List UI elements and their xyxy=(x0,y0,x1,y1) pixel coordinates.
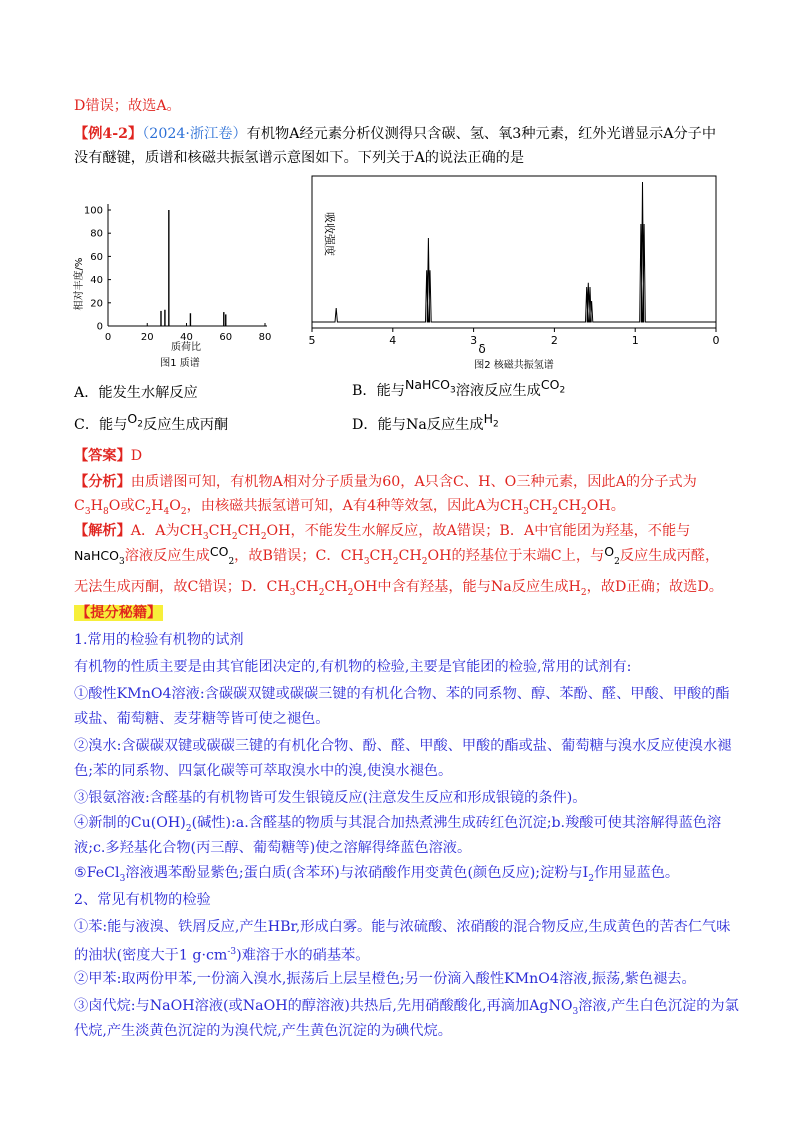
tips-item-1-line-1: ①酸性KMnO4溶液:含碳碳双键或碳碳三键的有机化合物、苯的同系物、醇、苯酚、醛、甲酸、甲酸的酯 xyxy=(74,686,730,702)
tips-item-4-line-1: ④新制的$Cu(OH)_2$(碱性):a.含醛基的物质与其混合加热煮沸生成砖红色沉淀;b.羧酸可使其溶解得蓝色溶 xyxy=(74,815,722,834)
analysis-line-2: $C_3H_8O$或$C_2H_4O_2$，由核磁共振氢谱可知，A有4种等效氢，因此A为$CH_3CH_2CH_2OH$。 xyxy=(74,498,625,517)
mass-spectrum-y-tick-label: 60 xyxy=(90,251,103,263)
option-c-text: C．能与 xyxy=(74,417,128,433)
tips-section-2-title: 2、常见有机物的检验 xyxy=(74,892,211,908)
mass-spectrum-y-tick-label: 20 xyxy=(90,298,103,310)
example-source: （2024·浙江卷） xyxy=(142,126,247,142)
option-c-post: 反应生成丙酮 xyxy=(143,417,229,433)
mass-spectrum-ylabel: 相对丰度/% xyxy=(74,257,85,311)
mass-spectrum-y-tick-label: 80 xyxy=(90,228,103,240)
tips-item-4-line-2: 液;c.多羟基化合物(丙三醇、葡萄糖等)使之溶解得绛蓝色溶液。 xyxy=(74,840,472,856)
option-a: A．能发生水解反应 xyxy=(74,385,198,401)
option-b-mid: 溶液反应生成 xyxy=(455,383,541,399)
mass-spectrum-x-tick-label: 20 xyxy=(140,332,154,343)
nmr-caption: 图2 核磁共振氢谱 xyxy=(474,360,554,371)
tips-item-3: ③银氨溶液:含醛基的有机物皆可发生银镜反应(注意发生反应和形成银镜的条件)。 xyxy=(74,790,587,806)
mass-spectrum-y-tick-label: 100 xyxy=(83,205,103,217)
analysis-line-1 xyxy=(74,472,726,492)
answer-line xyxy=(74,446,726,466)
mass-spectrum-x-tick-label: 60 xyxy=(219,332,233,343)
example-stem-line-2: 没有醚键，质谱和核磁共振氢谱示意图如下。下列关于A的说法正确的是 xyxy=(74,150,525,166)
option-c-reagent: $O_2$ xyxy=(127,411,143,430)
mass-spectrum-xlabel: 质荷比 xyxy=(171,342,201,353)
nmr-x-tick-label: 3 xyxy=(470,334,478,347)
example-tag: 【例4-2】 xyxy=(74,126,143,142)
nmr-ylabel: 吸收强度 xyxy=(323,212,336,256)
previous-conclusion: D错误；故选A。 xyxy=(74,98,181,114)
nmr-x-tick-label: 0 xyxy=(712,334,720,347)
option-c xyxy=(74,411,229,441)
nmr-frame xyxy=(312,176,716,328)
tips-check-1-line-2: 的油状(密度大于1 $g\cdot cm^{-3}$)难溶于水的硝基苯。 xyxy=(74,947,370,964)
answer-value: D xyxy=(130,448,143,464)
tips-item-2-line-1: ②溴水:含碳碳双键或碳碳三键的有机化合物、酚、醛、甲酸、甲酸的酯或盐、葡萄糖与溴水反应使溴水褪 xyxy=(74,738,732,754)
option-b xyxy=(352,377,566,407)
example-stem-text-1: 有机物A经元素分析仪测得只含碳、氢、氧3种元素，红外光谱显示A分子中 xyxy=(246,126,717,142)
nmr-x-tick-label: 2 xyxy=(550,334,558,347)
solution-line-1: 【解析】A．A为$CH_3CH_2CH_2OH$，不能发生水解反应，故A错误；B．A中官能团为羟基，不能与 xyxy=(74,523,691,542)
tips-item-1-line-2: 或盐、葡萄糖、麦芽糖等皆可使之褪色。 xyxy=(74,711,330,727)
tips-section-1-title: 1.常用的检验有机物的试剂 xyxy=(74,632,244,648)
option-b-text: B．能与 xyxy=(352,383,405,399)
tips-heading xyxy=(74,603,726,623)
mass-spectrum-figure xyxy=(70,188,290,378)
nmr-x-tick-label: 5 xyxy=(308,334,316,347)
tips-check-3-line-2: 代烷,产生淡黄色沉淀的为溴代烷,产生黄色沉淀的为碘代烷。 xyxy=(74,1023,452,1039)
analysis-tag: 【分析】 xyxy=(74,474,131,490)
example-stem-line-1 xyxy=(74,124,726,144)
mass-spectrum-x-tick-label: 40 xyxy=(180,332,193,343)
answer-tag: 【答案】 xyxy=(74,448,131,464)
nmr-trace xyxy=(312,182,716,322)
solution-tag: 【解析】 xyxy=(74,523,131,539)
mass-spectrum-caption: 图1 质谱 xyxy=(160,358,200,369)
tips-check-2: ②甲苯:取两份甲苯,一份滴入溴水,振荡后上层呈橙色;另一份滴入酸性KMnO4溶液,振荡,紫色褪去。 xyxy=(74,971,696,987)
option-b-reagent: NaHCO$_3$ xyxy=(405,377,456,396)
mass-spectrum-y-tick-label: 40 xyxy=(90,275,103,287)
option-b-product: $CO_2$ xyxy=(540,377,566,396)
tips-item-2-line-2: 色;苯的同系物、四氯化碳等可萃取溴水中的溴,使溴水褪色。 xyxy=(74,763,453,779)
option-d xyxy=(352,411,499,441)
mass-spectrum-x-tick-label: 80 xyxy=(258,332,272,343)
analysis-text-1: 由质谱图可知，有机物A相对分子质量为60，A只含C、H、O三种元素，因此A的分子式为 xyxy=(130,474,697,490)
nmr-xlabel: δ xyxy=(478,342,486,356)
solution-line-3: 无法生成丙酮，故C错误；D．$CH_3CH_2CH_2OH$中含有羟基，能与Na反应生成$H_2$，故D正确；故选D。 xyxy=(74,579,723,598)
tips-section-1-intro: 有机物的性质主要是由其官能团决定的,有机物的检验,主要是官能团的检验,常用的试剂有: xyxy=(74,659,632,675)
tips-check-1-line-1: ①苯:能与液溴、铁屑反应,产生HBr,形成白雾。能与浓硫酸、浓硝酸的混合物反应,生成黄色的苦杏仁气味 xyxy=(74,919,731,935)
solution-line-2: NaHCO$_3$溶液反应生成$CO_2$，故B错误；C．$CH_3CH_2CH_2OH$的羟基位于末端C上，与$O_2$反应生成丙醛， xyxy=(74,544,720,567)
nmr-x-tick-label: 4 xyxy=(389,334,397,347)
mass-spectrum-x-tick-label: 0 xyxy=(104,332,112,343)
tips-tag: 【提分秘籍】 xyxy=(76,605,162,621)
tips-check-3-line-1: ③卤代烷:与NaOH溶液(或NaOH的醇溶液)共热后,先用硝酸酸化,再滴加AgNO$_3$溶液,产生白色沉淀的为氯 xyxy=(74,998,739,1017)
option-d-text: D．能与Na反应生成 xyxy=(352,417,484,433)
nmr-x-tick-label: 1 xyxy=(631,334,639,347)
nmr-spectrum-figure xyxy=(300,172,726,376)
option-d-product: $H_2$ xyxy=(483,411,499,430)
tips-item-5: ⑤FeCl$_3$溶液遇苯酚显紫色;蛋白质(含苯环)与浓硝酸作用变黄色(颜色反应);淀粉与$I_2$作用显蓝色。 xyxy=(74,865,680,884)
mass-spectrum-y-tick-label: 0 xyxy=(96,321,103,333)
